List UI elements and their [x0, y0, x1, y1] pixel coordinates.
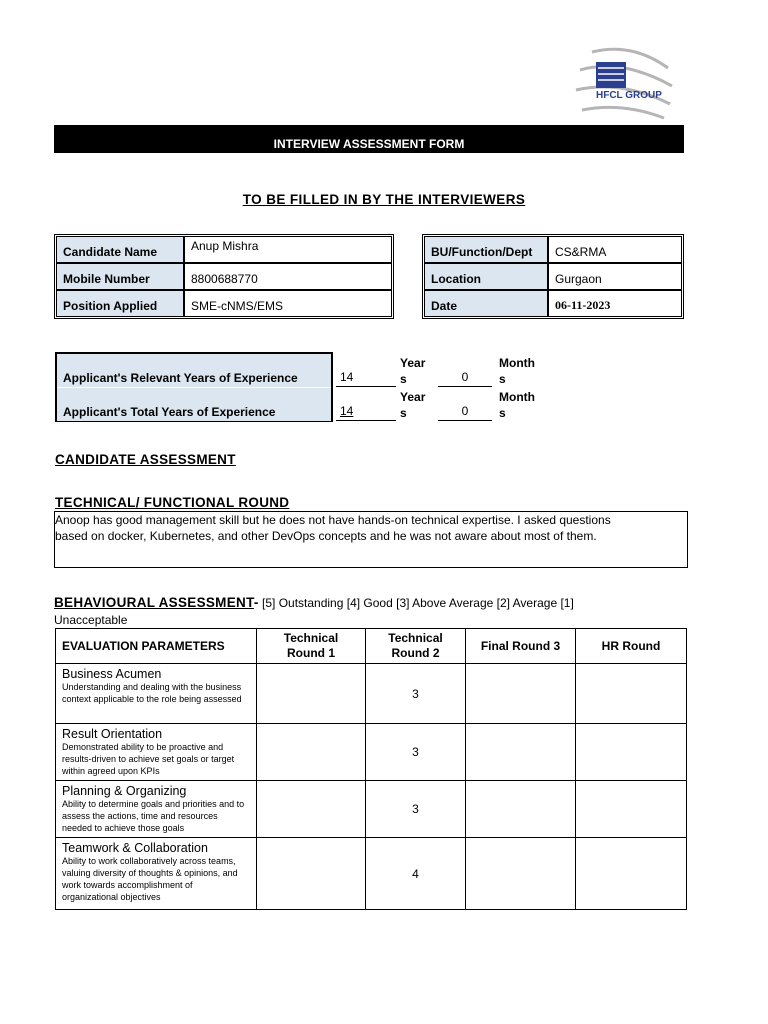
- relevant-experience-label: Applicant's Relevant Years of Experience: [63, 371, 298, 385]
- score-hr-round[interactable]: [576, 664, 687, 724]
- date-label: Date: [424, 290, 548, 317]
- total-months-value[interactable]: 0: [438, 404, 492, 421]
- mobile-number-value[interactable]: 8800688770: [184, 263, 392, 290]
- col-header-final-round: Final Round 3: [466, 629, 576, 664]
- score-hr-round[interactable]: [576, 838, 687, 910]
- date-value[interactable]: 06-11-2023: [548, 290, 682, 317]
- technical-comment-line-2: based on docker, Kubernetes, and other DevOps concepts and he was not aware about most of them.: [55, 529, 597, 543]
- position-applied-label: Position Applied: [56, 290, 184, 317]
- relevant-years-value[interactable]: 14: [336, 370, 396, 387]
- table-row: [56, 664, 687, 724]
- score-hr-round[interactable]: [576, 724, 687, 781]
- table-row: [56, 781, 687, 838]
- score-technical-2[interactable]: 4: [366, 838, 466, 910]
- col-header-technical-2: Technical Round 2: [366, 629, 466, 664]
- table-row: [56, 724, 687, 781]
- total-years-value[interactable]: 14: [336, 404, 396, 421]
- rating-scale: [5] Outstanding [4] Good [3] Above Average [2] Average [1]: [258, 596, 574, 610]
- param-desc: Ability to work collaboratively across teams, valuing diversity of thoughts & opinions, and work towards accomplishment of organizational objectives: [62, 856, 238, 902]
- position-applied-value[interactable]: SME-cNMS/EMS: [184, 290, 392, 317]
- candidate-assessment-heading: CANDIDATE ASSESSMENT: [55, 452, 236, 467]
- org-info-table: [424, 236, 682, 317]
- param-name: Result Orientation: [62, 727, 163, 741]
- relevant-experience-row: [57, 354, 331, 387]
- dept-label: BU/Function/Dept: [424, 236, 548, 263]
- score-final-round[interactable]: [466, 838, 576, 910]
- technical-comment-line-1: Anoop has good management skill but he does not have hands-on technical expertise. I asked questions: [55, 513, 611, 527]
- relevant-months-value[interactable]: 0: [438, 370, 492, 387]
- candidate-name-value[interactable]: Anup Mishra: [184, 236, 392, 263]
- score-technical-2[interactable]: 3: [366, 724, 466, 781]
- relevant-years-unit: Year s: [400, 356, 426, 386]
- col-header-hr-round: HR Round: [576, 629, 687, 664]
- total-experience-label: Applicant's Total Years of Experience: [63, 405, 276, 419]
- param-name: Planning & Organizing: [62, 784, 187, 798]
- score-technical-1[interactable]: [257, 664, 366, 724]
- technical-comments-box[interactable]: [54, 511, 688, 568]
- param-desc: Ability to determine goals and priorities and to assess the actions, time and resources needed to achieve those goals: [62, 799, 245, 833]
- param-name: Business Acumen: [62, 667, 162, 681]
- behavioural-assessment-title: BEHAVIOURAL ASSESSMENT- [5] Outstanding [4] Good [3] Above Average [2] Average [1] Unacceptable: [54, 595, 574, 627]
- col-header-parameters: EVALUATION PARAMETERS: [56, 629, 257, 664]
- col-header-technical-1: Technical Round 1: [257, 629, 366, 664]
- score-technical-1[interactable]: [257, 724, 366, 781]
- param-desc: Demonstrated ability to be proactive and results-driven to achieve set goals or target within agreed upon KPIs: [62, 742, 235, 776]
- behavioural-heading: BEHAVIOURAL ASSESSMENT: [54, 595, 254, 610]
- total-experience-row: [57, 388, 331, 421]
- score-technical-1[interactable]: [257, 838, 366, 910]
- form-subtitle: TO BE FILLED IN BY THE INTERVIEWERS: [242, 192, 526, 207]
- relevant-months-unit: Month s: [499, 356, 535, 386]
- score-hr-round[interactable]: [576, 781, 687, 838]
- score-technical-2[interactable]: 3: [366, 781, 466, 838]
- score-technical-1[interactable]: [257, 781, 366, 838]
- dept-value[interactable]: CS&RMA: [548, 236, 682, 263]
- param-name: Teamwork & Collaboration: [62, 841, 208, 855]
- form-title: INTERVIEW ASSESSMENT FORM: [54, 125, 684, 153]
- technical-round-heading: TECHNICAL/ FUNCTIONAL ROUND: [55, 495, 290, 510]
- score-final-round[interactable]: [466, 724, 576, 781]
- evaluation-table: [55, 628, 687, 910]
- logo-text: HFCL GROUP: [596, 90, 662, 101]
- mobile-number-label: Mobile Number: [56, 263, 184, 290]
- total-years-unit: Year s: [400, 390, 426, 420]
- company-logo: [572, 40, 674, 128]
- score-technical-2[interactable]: 3: [366, 664, 466, 724]
- experience-labels-box: [55, 352, 333, 422]
- rating-scale-cont: Unacceptable: [54, 613, 128, 627]
- param-desc: Understanding and dealing with the business context applicable to the role being assessed: [62, 682, 242, 704]
- location-value[interactable]: Gurgaon: [548, 263, 682, 290]
- table-row: [56, 838, 687, 910]
- candidate-info-table: [56, 236, 392, 317]
- score-final-round[interactable]: [466, 781, 576, 838]
- location-label: Location: [424, 263, 548, 290]
- total-months-unit: Month s: [499, 390, 535, 420]
- score-final-round[interactable]: [466, 664, 576, 724]
- candidate-name-label: Candidate Name: [56, 236, 184, 263]
